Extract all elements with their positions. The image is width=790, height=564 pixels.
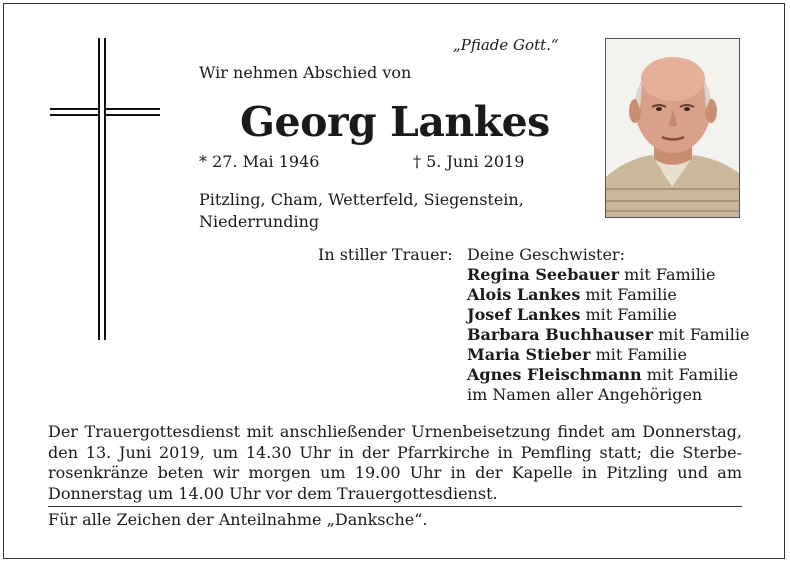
list-item — [467, 305, 749, 325]
service-text: Der Trauergottesdienst mit anschließender Urnenbeisetzung findet am Donnerstag, den 13. Juni 2019, um 14.30 Uhr in der Pfarrkirche in Pemfling statt; die Sterberosenkränze beten wir morgen um 19.00 Uhr in der Kapelle in Pitzling und am Donnerstag um 14.00 Uhr vor dem Trauergottesdienst. — [48, 422, 742, 503]
mourner-suffix: mit Familie — [641, 365, 739, 384]
list-item — [467, 365, 749, 385]
mourner-name: Josef Lankes — [467, 305, 581, 324]
mourner-name: Alois Lankes — [467, 285, 581, 304]
mourner-name: Barbara Buchhauser — [467, 325, 654, 344]
mourner-name: Maria Stieber — [467, 345, 591, 364]
mourner-suffix: mit Familie — [653, 325, 750, 344]
mourner-suffix: mit Familie — [619, 265, 716, 284]
portrait-photo — [605, 38, 740, 218]
mourning-label: In stiller Trauer: — [318, 245, 453, 264]
mourner-name: Agnes Fleischmann — [467, 365, 642, 384]
list-item — [467, 265, 749, 285]
mourner-suffix: mit Familie — [590, 345, 687, 364]
mourner-suffix: mit Familie — [580, 285, 677, 304]
list-item — [467, 285, 749, 305]
mourners-footer: im Namen aller Angehörigen — [467, 385, 703, 404]
places: Pitzling, Cham, Wetterfeld, Siegenstein, Niederrunding — [199, 190, 524, 231]
mourners-heading: Deine Geschwister: — [467, 245, 625, 264]
birth-date: * 27. Mai 1946 — [199, 152, 320, 171]
death-date: † 5. Juni 2019 — [413, 152, 525, 171]
list-item — [467, 345, 749, 365]
divider — [48, 506, 742, 507]
mourners-list — [467, 245, 749, 405]
mourner-suffix: mit Familie — [580, 305, 677, 324]
deceased-name: Georg Lankes — [240, 98, 550, 146]
thanks-text: Für alle Zeichen der Anteilnahme „Danksche“. — [48, 510, 428, 529]
mourner-name: Regina Seebauer — [467, 265, 620, 284]
list-item — [467, 325, 749, 345]
quote: „Pfiade Gott.“ — [453, 36, 559, 54]
intro-text: Wir nehmen Abschied von — [199, 63, 412, 82]
